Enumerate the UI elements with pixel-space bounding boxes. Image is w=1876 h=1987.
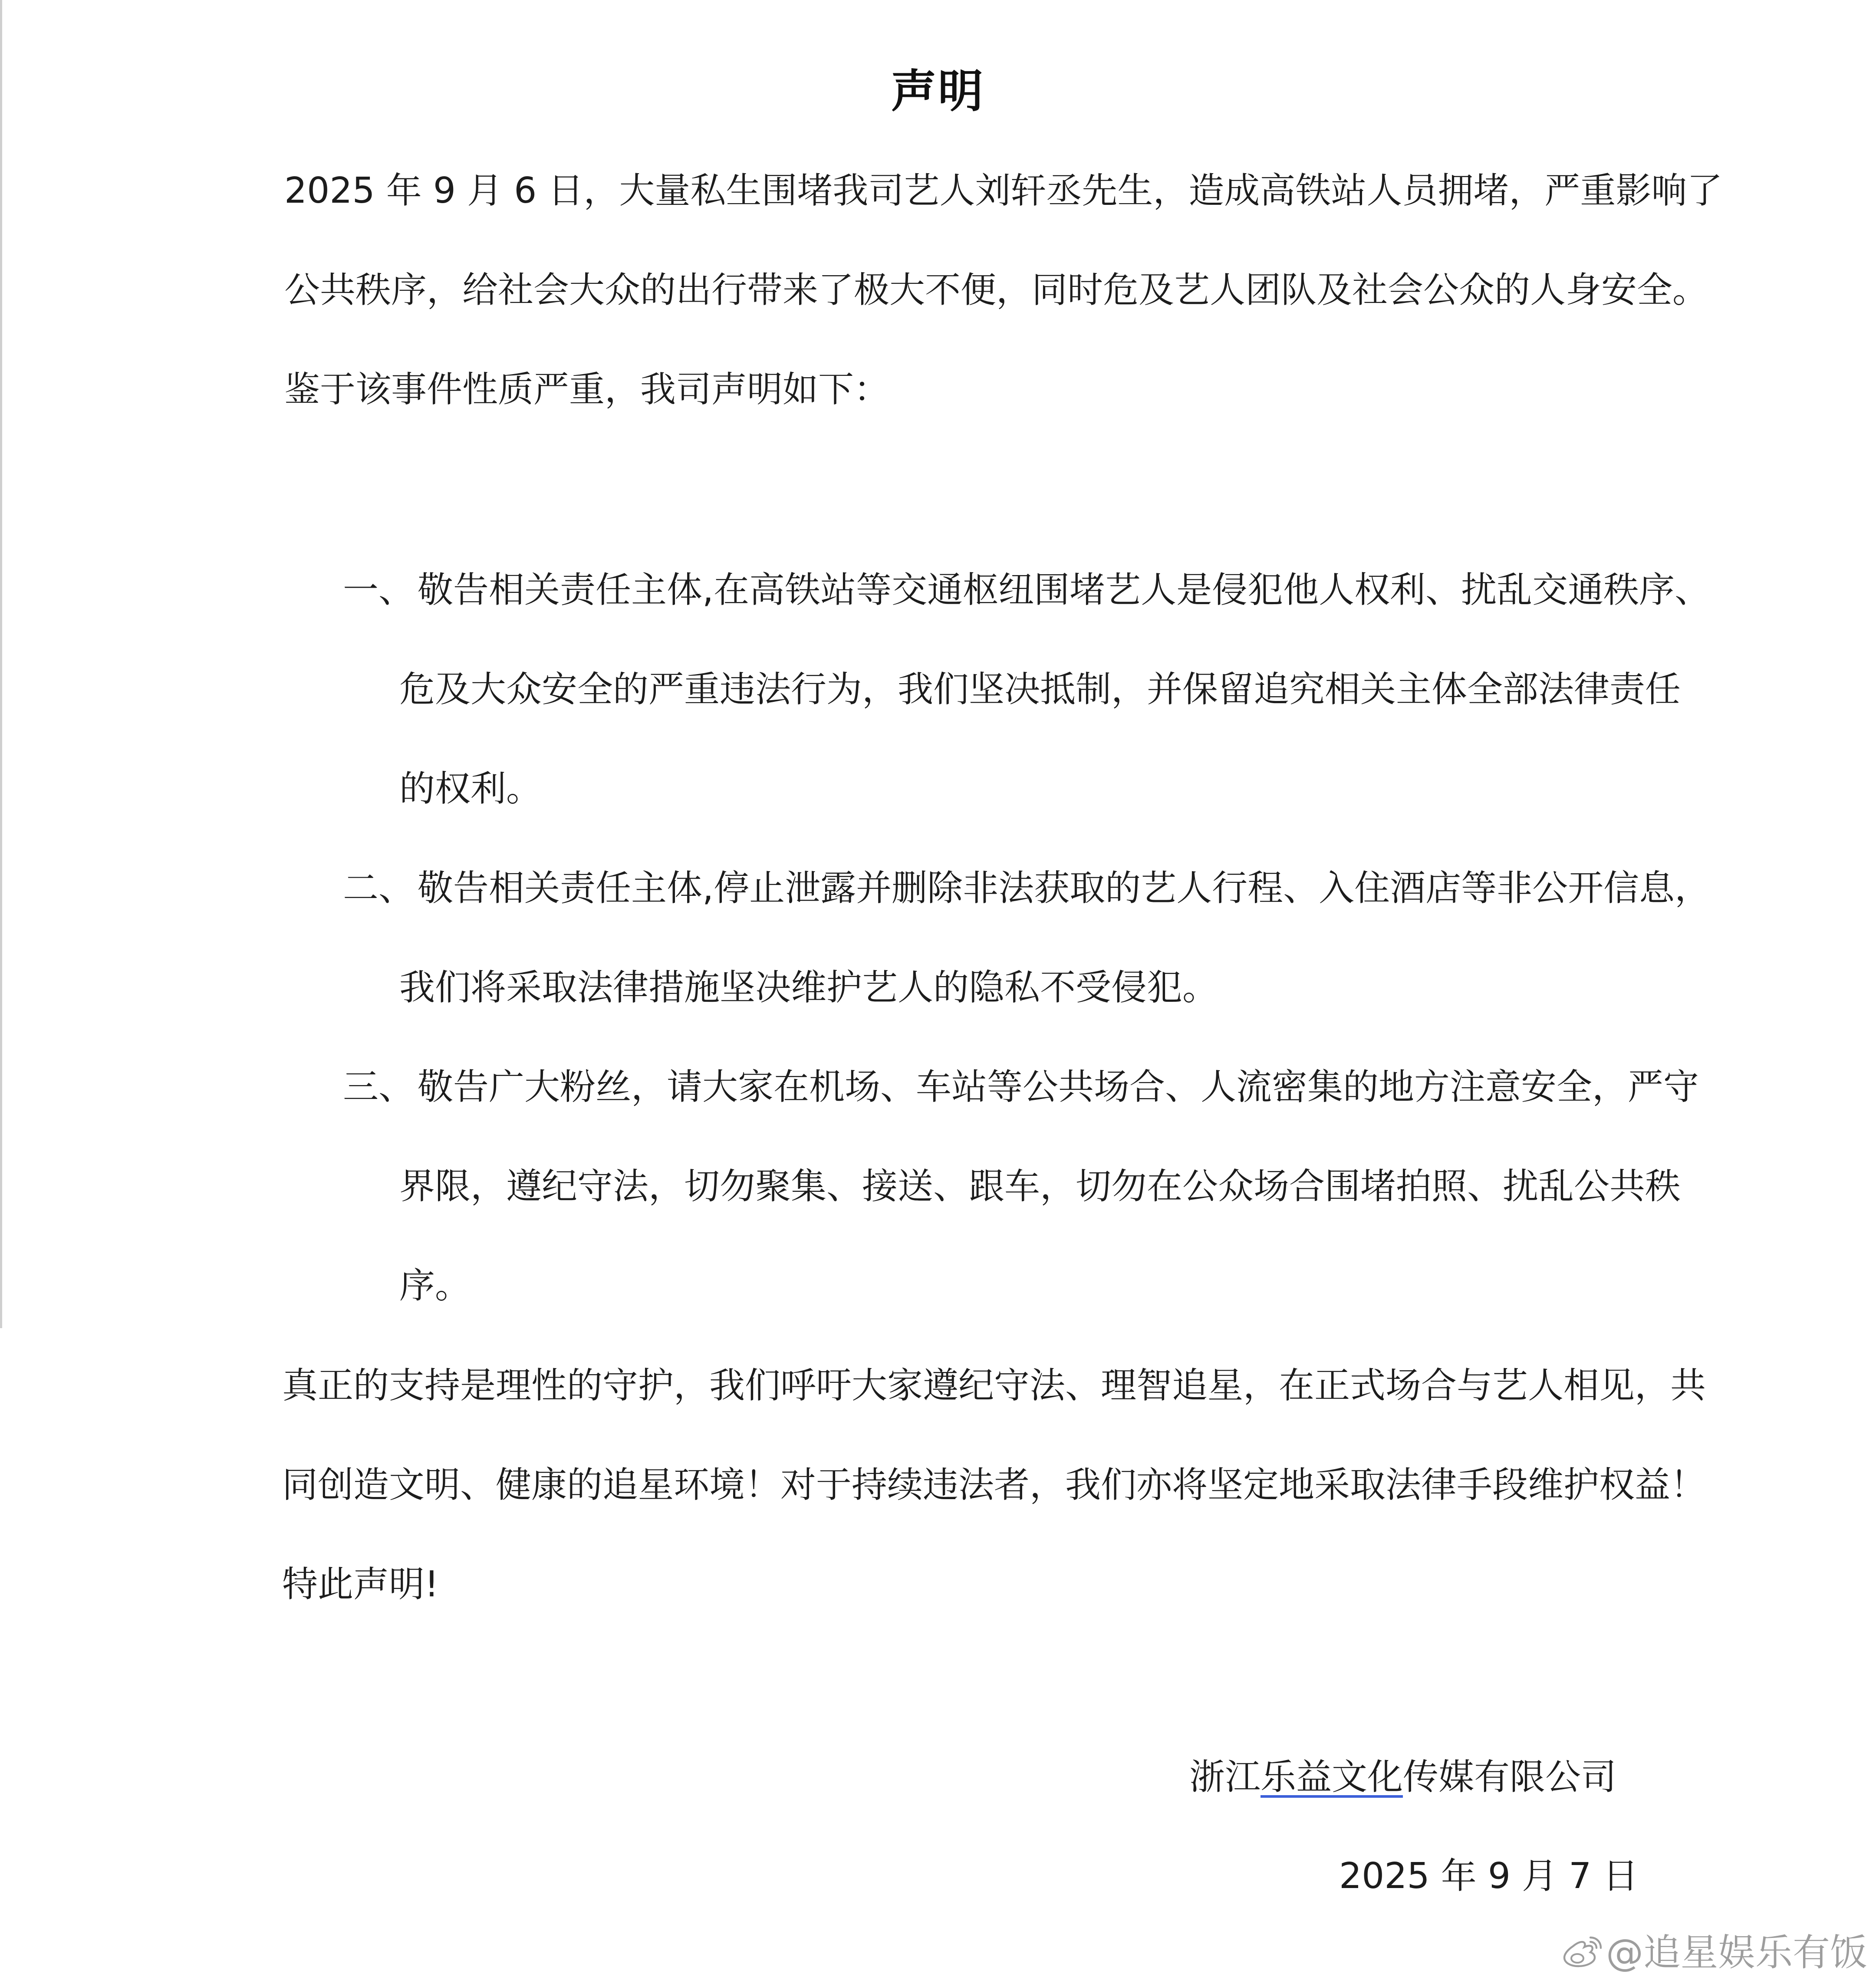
watermark-text: @追星娱乐有饭: [1606, 1931, 1867, 1974]
item-3-line-2: 界限，遵纪守法，切勿聚集、接送、跟车，切勿在公众场合围堵拍照、扰乱公共秩: [399, 1166, 1681, 1207]
company-suffix: 传媒有限公司: [1403, 1757, 1617, 1798]
closing-line-1: 真正的支持是理性的守护，我们呼吁大家遵纪守法、理智追星，在正式场合与艺人相见，共: [282, 1365, 1706, 1406]
closing-line-2: 同创造文明、健康的追星环境！对于持续违法者，我们亦将坚定地采取法律手段维护权益！: [282, 1464, 1706, 1506]
signature-date: 2025 年 9 月 7 日: [1339, 1855, 1639, 1897]
intro-line-1: 2025 年 9 月 6 日，大量私生围堵我司艺人刘轩丞先生，造成高铁站人员拥堵，严重影响了: [284, 170, 1723, 211]
item-2-line-2: 我们将采取法律措施坚决维护艺人的隐私不受侵犯。: [399, 967, 1218, 1008]
item-1-line-1: 敬告相关责任主体,在高铁站等交通枢纽围堵艺人是侵犯他人权利、扰乱交通秩序、: [418, 569, 1711, 611]
item-3-line-1: 敬告广大粉丝，请大家在机场、车站等公共场合、人流密集的地方注意安全，严守: [418, 1066, 1699, 1108]
intro-line-2: 公共秩序，给社会大众的出行带来了极大不便，同时危及艺人团队及社会公众的人身安全。: [284, 270, 1708, 311]
weibo-watermark: [1562, 1929, 1867, 1977]
item-2-number: 二、: [343, 868, 415, 909]
company-prefix: 浙江: [1189, 1757, 1261, 1798]
company-underlined-name: 乐益文化: [1261, 1757, 1403, 1798]
intro-line-3: 鉴于该事件性质严重，我司声明如下：: [284, 369, 890, 410]
item-3-number: 三、: [343, 1066, 415, 1108]
document-title: 声明: [891, 65, 985, 118]
item-3-line-3: 序。: [399, 1265, 471, 1306]
page-edge-line: [0, 0, 2, 1328]
closing-line-3: 特此声明!: [282, 1564, 439, 1605]
item-1-number: 一、: [343, 569, 415, 611]
company-signature: [1189, 1753, 1616, 1801]
item-1-line-3: 的权利。: [399, 768, 542, 809]
weibo-icon: [1562, 1936, 1602, 1970]
item-1-line-2: 危及大众安全的严重违法行为，我们坚决抵制，并保留追究相关主体全部法律责任: [399, 669, 1681, 710]
item-2-line-1: 敬告相关责任主体,停止泄露并删除非法获取的艺人行程、入住酒店等非公开信息，: [418, 868, 1711, 909]
